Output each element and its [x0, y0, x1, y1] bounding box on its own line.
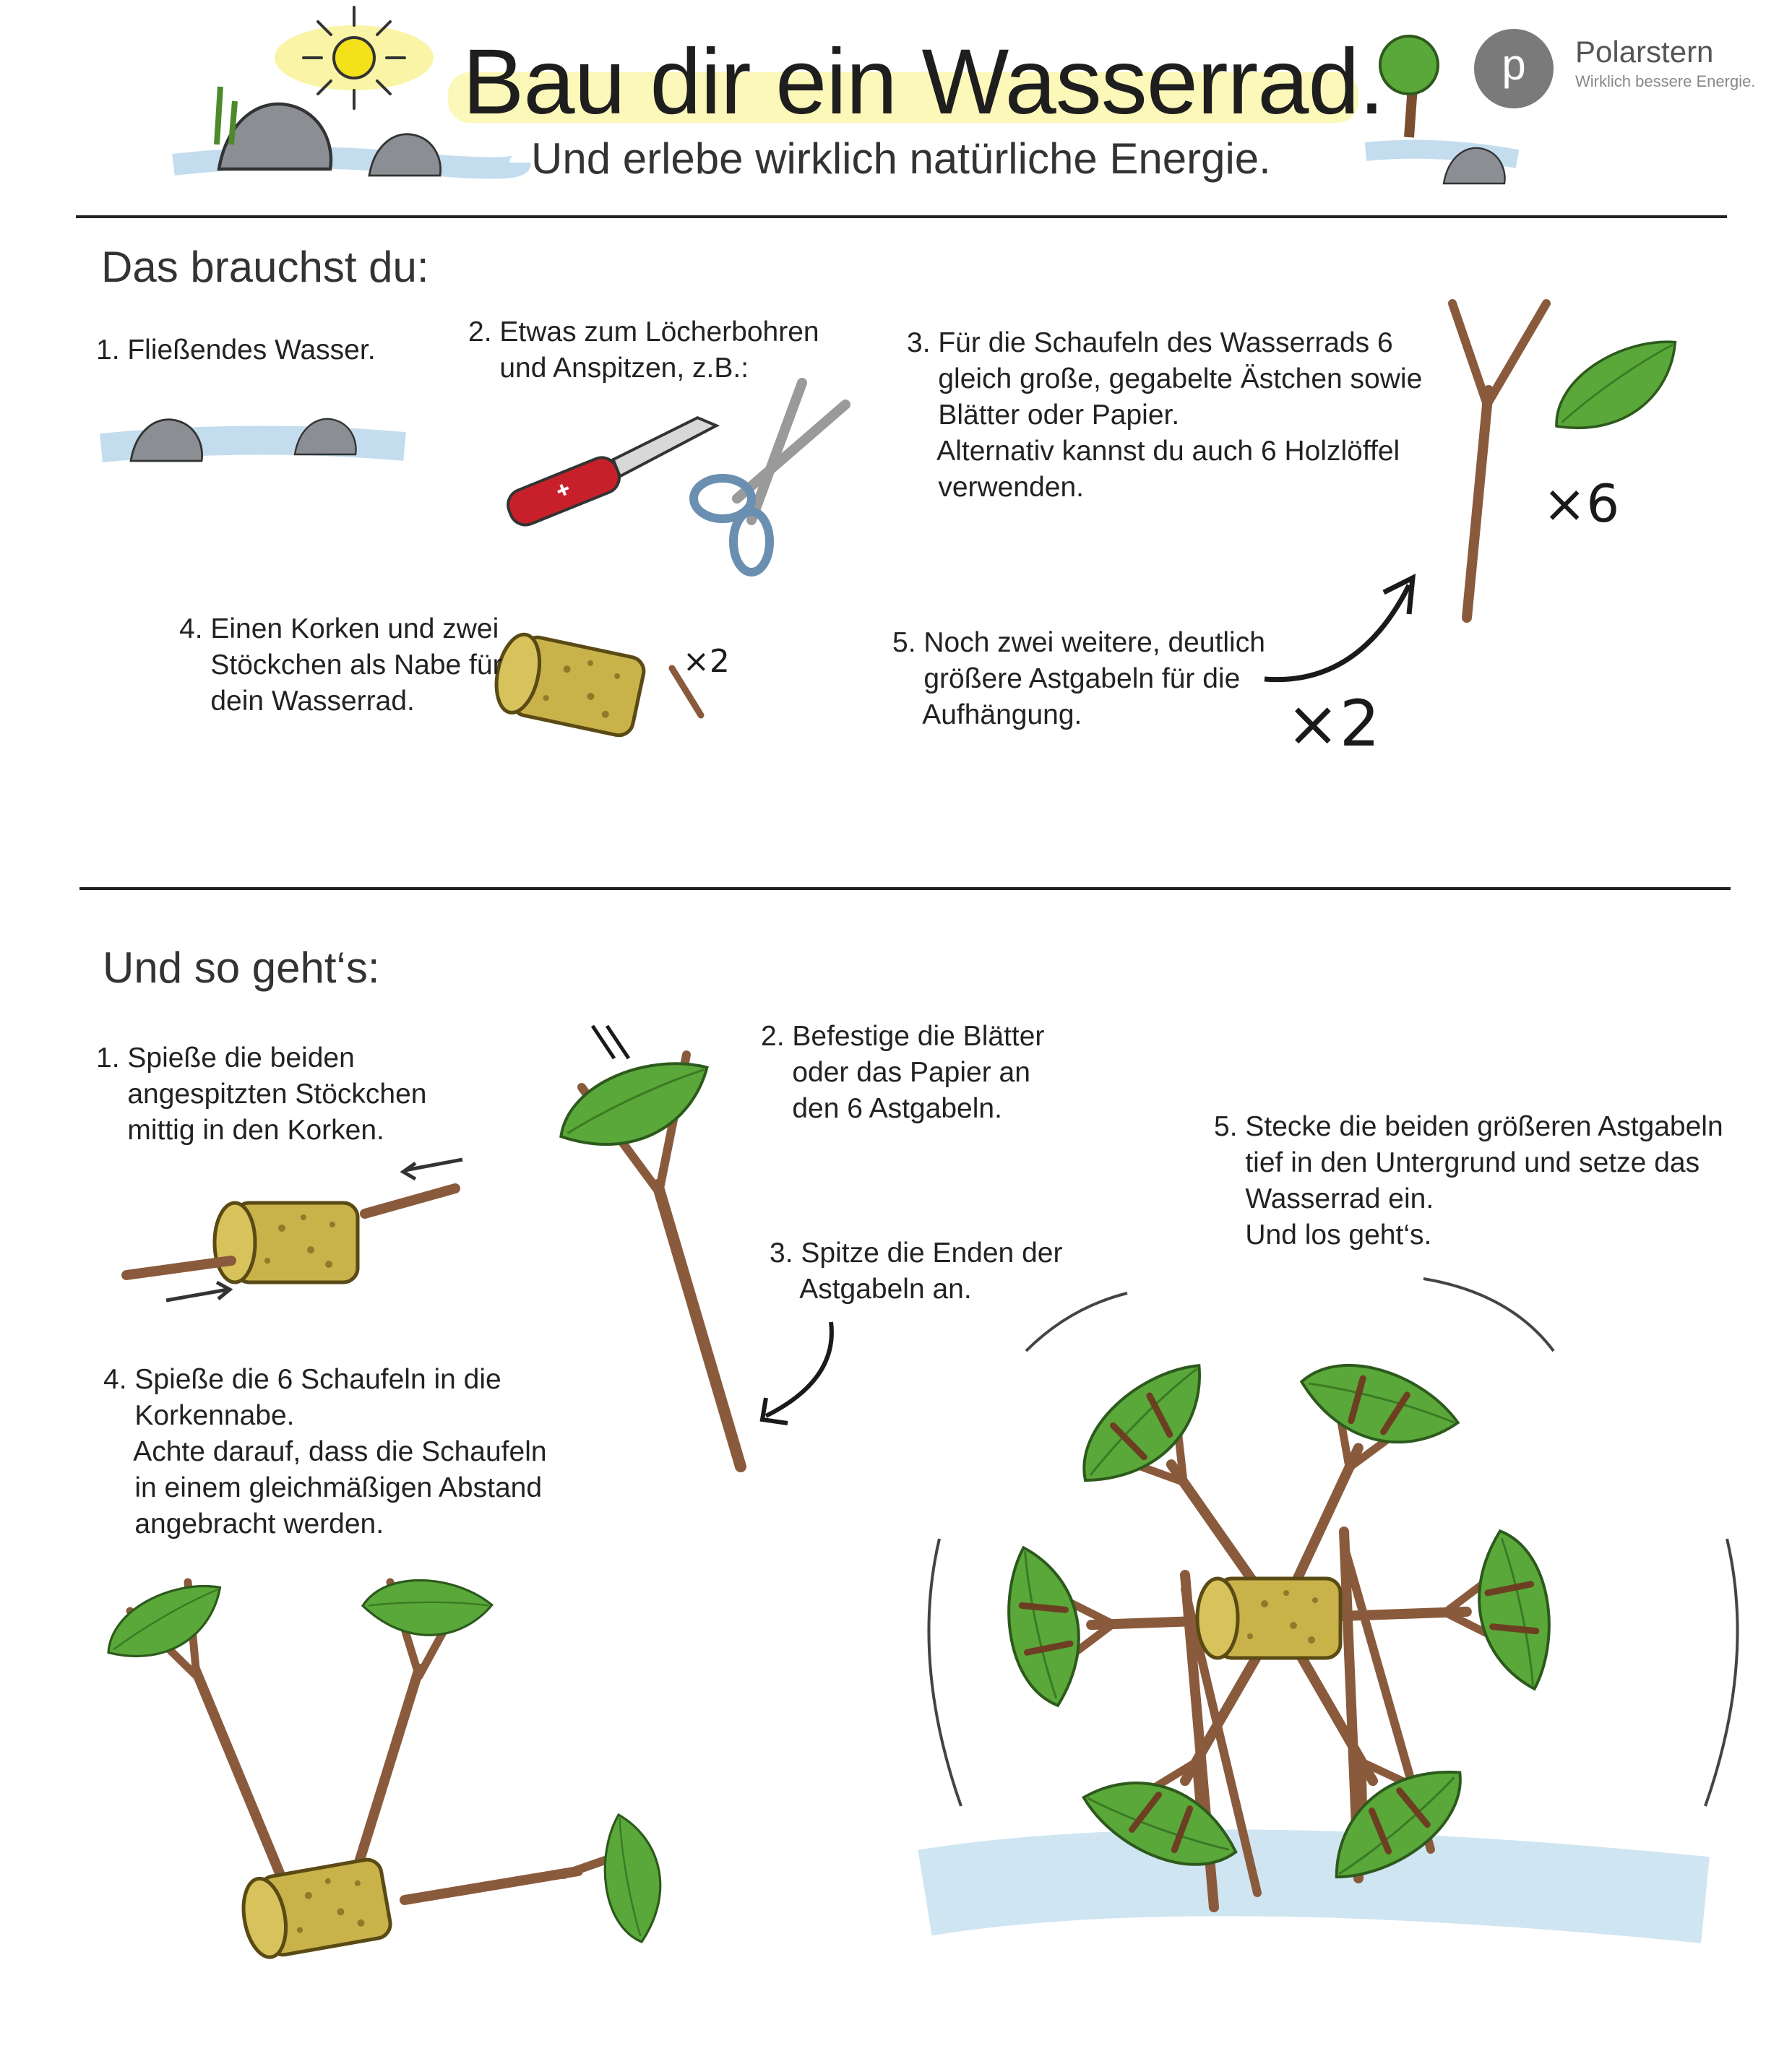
material-item-large-forks: 5. Noch zwei weitere, deutlich größere Astgabeln für die Aufhängung.	[892, 627, 1265, 730]
instruction-step-5: 5. Stecke die beiden größeren Astgabeln tief in den Untergrund und setze das Wasserrad ein. Und los geht‘s.	[1214, 1111, 1723, 1251]
material-item-water: 1. Fließendes Wasser.	[96, 334, 376, 366]
curved-arrow-icon	[1265, 585, 1409, 680]
page-subtitle: Und erlebe wirklich natürliche Energie.	[531, 134, 1271, 183]
cork-illustration	[490, 631, 647, 738]
pocket-knife-icon	[503, 413, 724, 530]
material-item-tools: 2. Etwas zum Löcherbohren und Anspitzen, z.B.:	[468, 316, 819, 384]
count-sticks: ×2	[683, 643, 730, 680]
count-large-forks: ×2	[1286, 686, 1380, 761]
curved-arrow-icon	[766, 1322, 832, 1416]
paddle-illustration	[549, 1026, 741, 1467]
material-item-cork: 4. Einen Korken und zwei Stöckchen als Nabe für dein Wasserrad.	[179, 613, 502, 717]
material-item-twigs: 3. Für die Schaufeln des Wasserrads 6 gleich große, gegabelte Ästchen sowie Blätter oder Papier. Alternativ kannst du auch 6 Holzlöffel verwenden.	[907, 327, 1423, 503]
instruction-step-1: 1. Spieße die beiden angespitzten Stöckchen mittig in den Korken.	[96, 1042, 427, 1146]
polarstern-logo[interactable]: p	[1474, 29, 1554, 108]
instruction-step-4: 4. Spieße die 6 Schaufeln in die Korkennabe. Achte darauf, dass die Schaufeln in einem gleichmäßigen Abstand angebracht werden.	[103, 1364, 547, 1540]
running-water-illustration	[101, 419, 405, 461]
brand-tagline: Wirklich bessere Energie.	[1575, 72, 1756, 90]
forked-twig-illustration	[1452, 303, 1695, 618]
materials-heading: Das brauchst du:	[101, 243, 429, 291]
assembly-illustration	[96, 1570, 660, 1961]
brand-name: Polarstern	[1575, 35, 1714, 69]
page-title: Bau dir ein Wasserrad.	[462, 30, 1384, 134]
cork-with-sticks-illustration	[126, 1160, 462, 1300]
instruction-step-3: 3. Spitze die Enden der Astgabeln an.	[770, 1238, 1063, 1305]
waterwheel-illustration	[925, 1279, 1738, 1907]
sun-icon	[275, 7, 434, 108]
instruction-step-2: 2. Befestige die Blätter oder das Papier an den 6 Astgabeln.	[761, 1021, 1045, 1124]
instructions-heading: Und so geht‘s:	[103, 944, 380, 992]
count-forks: ×6	[1543, 473, 1620, 534]
scissors-icon	[694, 383, 845, 572]
